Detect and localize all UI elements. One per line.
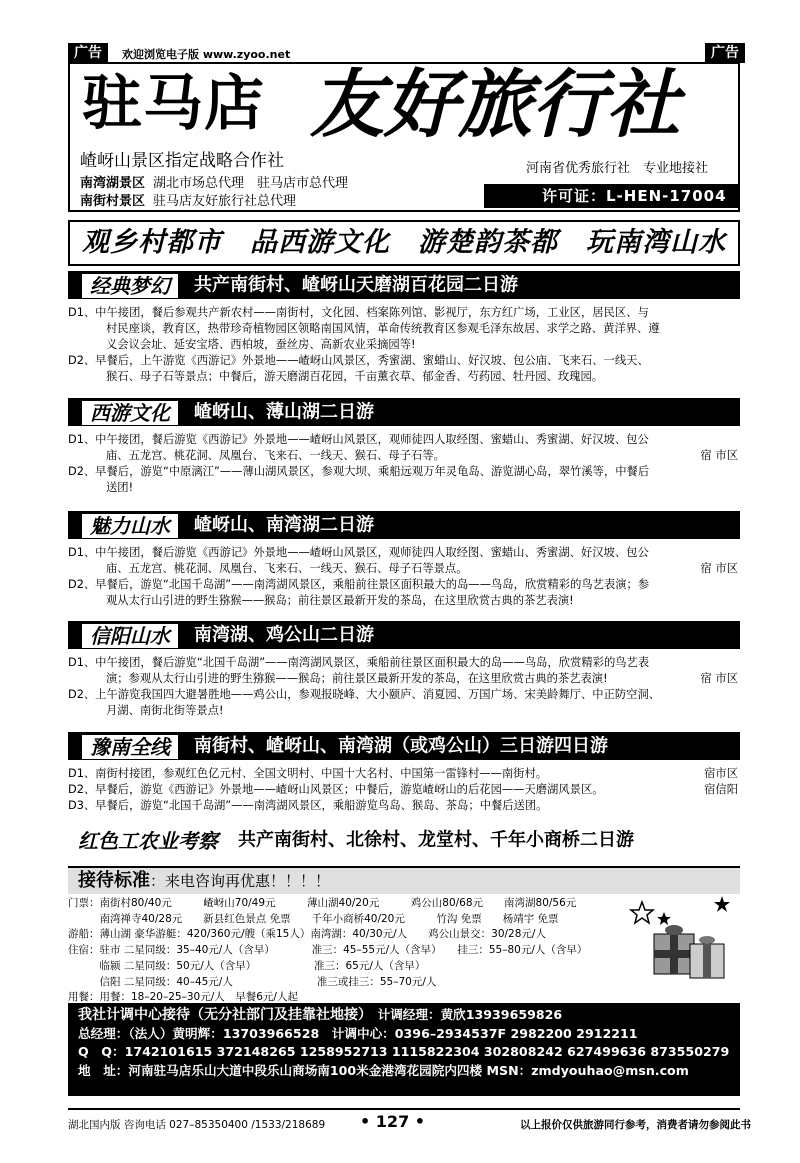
- footer-disclaimer: 以上报价仅供旅游同行参考，消费者请勿参阅此书: [520, 1119, 751, 1131]
- agency-row: 南湾湖景区 湖北市场总代理 驻马店市总代理: [80, 176, 349, 191]
- tour-itinerary: D1、中午接团，餐后游览“北国千岛湖”——南湾湖风景区，乘船前往景区面积最大的岛——鸟岛，欣赏精彩的鸟艺表 演；参观从太行山引进的野生猕猴——猴岛；前往景区最新开发的茶岛，在这里欣赏古典的茶艺表演! 宿 市区 D2、上午游览我国四大避暑胜地——鸡公山，参观报晓峰、大小颐庐、消夏园、万国广场、宋美龄舞厅、中正防空洞、 月湖、南街北街等景点!: [68, 656, 738, 717]
- agency-title-city: 驻马店: [82, 69, 265, 139]
- tour-header: 经典梦幻 共产南街村、嵖岈山天磨湖百花园二日游: [68, 271, 740, 299]
- honor-labels: 河南省优秀旅行社 专业地接社: [526, 161, 709, 176]
- reception-standards: 门票：南街村80/40元 嵖岈山70/49元 薄山湖40/20元 鸡公山80/68元 南湾湖80/56元 南湾禅寺40/28元 新县红色景点 免票 千年小商桥40/20元 竹沟 免票 杨靖宇 免票 游船：薄山湖 豪华游艇：420/360元/艘（乘15人）南湾湖：40/30元/人 鸡公山景交：30/28元/人 住宿：驻市 二星同级：35–40元/人（含早） 准三：45–55元/人（含早） 挂三：55–80元/人（含早） 临颍 二星同级：50元/人（含早） 准三：65元/人（含早） 信阳 二星同级：40–45元/人 准三或挂三：55–70元/人 用餐：用餐：18–20–25–30元/人 早餐6元/人起: [68, 897, 588, 1004]
- footer-divider: [68, 1108, 740, 1110]
- tour-itinerary: D1、中午接团，餐后游览《西游记》外景地——嵖岈山风景区，观师徒四人取经图、蜜蜡山、秀蜜湖、好汉坡、包公 庙、五龙宫、桃花洞、凤凰台、飞来石、一线天、猴石、母子石等景点。 宿 市区 D2、早餐后，游览“北国千岛湖”——南湾湖风景区，乘船前往景区面积最大的岛——鸟岛，欣赏精彩的鸟艺表演；参 观从太行山引进的野生猕猴——猴岛；前往景区最新开发的茶岛，在这里欣赏古典的茶艺表演!: [68, 546, 738, 607]
- ad-label-right: 广告: [705, 43, 745, 63]
- welcome-text: 欢迎浏览电子版 www.zyoo.net: [122, 48, 291, 61]
- page-number: • 127 •: [360, 1112, 425, 1131]
- ad-label-left: 广告: [68, 43, 108, 63]
- agency-title-name: 友好旅行社: [310, 62, 680, 148]
- tour-header: 西游文化 嵖岈山、薄山湖二日游: [68, 398, 740, 426]
- gift-boxes-illustration: [624, 894, 740, 990]
- agency-row: 南街村景区 驻马店友好旅行社总代理: [80, 194, 297, 209]
- license-badge: 许可证：L-HEN-17004: [484, 184, 740, 208]
- tour-header: 信阳山水 南湾湖、鸡公山二日游: [68, 621, 740, 649]
- tour-itinerary: D1、中午接团，餐后游览《西游记》外景地——嵖岈山风景区，观师徒四人取经图、蜜蜡山、秀蜜湖、好汉坡、包公 庙、五龙宫、桃花洞、凤凰台、飞来石、一线天、猴石、母子石等。 宿 市区 D2、早餐后，游览“中原漓江”——薄山湖风景区，参观大坝、乘船远观万年灵龟岛、游览湖心岛，翠竹溪等，中餐后 送团!: [68, 433, 738, 494]
- footer-left: 湖北国内版 咨询电话 027–85350400 /1533/218689: [68, 1119, 326, 1131]
- tagline: 嵖岈山景区指定战略合作社: [80, 151, 284, 171]
- slogan-banner: 观乡村都市 品西游文化 游楚韵茶都 玩南湾山水: [68, 220, 740, 266]
- contact-panel: 我社计调中心接待（无分社部门及挂靠社地接） 计调经理：黄欣13939659826 总经理：（法人）黄明辉：13703966528 计调中心：0396–2934537F 2982200 2912211 Q Q：1742101615 372148265 1258952713 1115822304 302808242 627499636 873550279 地 址：河南驻马店乐山大道中段乐山商场南100米金港湾花园院内四楼 MSN：zmdyouhao@msn.com: [68, 1003, 740, 1096]
- tour-header: 豫南全线 南街村、嵖岈山、南湾湖（或鸡公山）三日游四日游: [68, 732, 740, 760]
- tour-itinerary: D1、中午接团，餐后参观共产新农村——南街村，文化园、档案陈列馆、影视厅，东方红广场，工业区，居民区、与 村民座谈，教育区，热带珍奇植物园区领略南国风情，革命传统教育区参观毛泽东故居、求学之路、黄洋界、遵 义会议会址、延安宝塔、西柏坡，蚕丝房、高新农业采摘园等! D2、早餐后，上午游览《西游记》外景地——嵖岈山风景区，秀蜜湖、蜜蜡山、好汉坡、包公庙、飞来石、一线天、 猴石、母子石等景点；中餐后，游天磨湖百花园，千亩薰衣草、郁金香、芍药园、牡丹园、玫瑰园。: [68, 306, 660, 383]
- tour-itinerary: D1、南街村接团，参观红色亿元村、全国文明村、中国十大名村、中国第一雷锋村——南街村。 宿市区 D2、早餐后，游览《西游记》外景地——嵖岈山风景区；中餐后，游览嵖岈山的后花园——天磨湖风景区。 宿信阳 D3、早餐后，游览“北国千岛湖”——南湾湖风景区，乘船游览鸟岛、猴岛、茶岛；中餐后送团。: [68, 767, 738, 812]
- tour-header: 魅力山水 嵖岈山、南湾湖二日游: [68, 511, 740, 539]
- reception-header: 接待标准：来电咨询再优惠！！！！: [68, 866, 740, 894]
- tour-header: 红色工农业考察 共产南街村、北徐村、龙堂村、千年小商桥二日游: [68, 826, 740, 854]
